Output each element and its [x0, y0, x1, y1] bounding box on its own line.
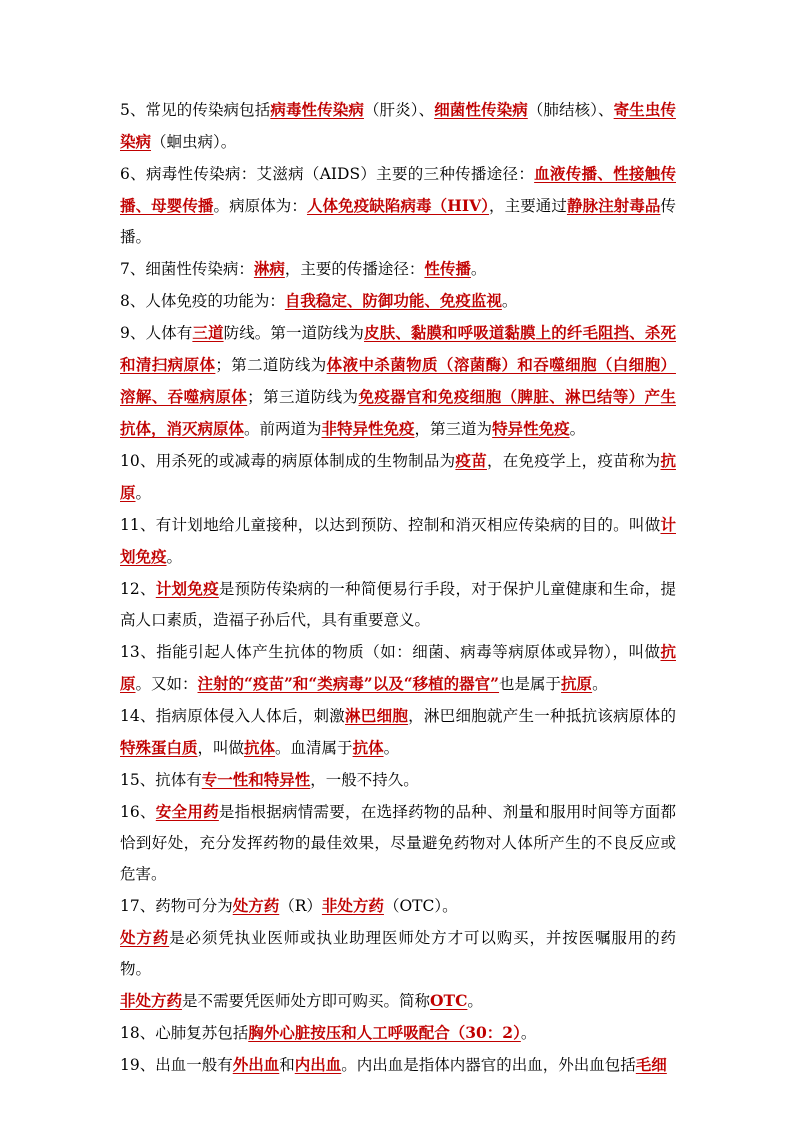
paragraph [120, 796, 676, 890]
paragraph [120, 764, 676, 796]
highlighted-answer: 淋巴细胞 [345, 706, 409, 725]
paragraph-text: 。又如： [135, 675, 198, 693]
highlighted-answer: 抗体 [352, 738, 384, 757]
highlighted-answer: 抗原 [561, 674, 593, 693]
paragraph-text: 17、药物可分为 [120, 897, 233, 915]
paragraph-text: 19、出血一般有 [120, 1056, 233, 1074]
paragraph-text: 11、有计划地给儿童接种，以达到预防、控制和消灭相应传染病的目的。叫做 [120, 516, 661, 534]
highlighted-answer: 体液中杀菌物质（溶菌酶）和吞噬细胞（白细胞）溶解、吞噬病原体 [120, 355, 676, 406]
highlighted-answer: 免疫器官和免疫细胞（脾脏、淋巴结等）产生抗体，消灭病原体 [120, 387, 676, 438]
highlighted-answer: 自我稳定、防御功能、免疫监视 [284, 291, 502, 310]
paragraph [120, 922, 676, 985]
highlighted-answer: 毛细 [635, 1055, 667, 1074]
paragraph [120, 253, 676, 285]
paragraph-text: 。前两道为 [244, 420, 322, 438]
paragraph [120, 285, 676, 317]
highlighted-answer: 外出血 [232, 1055, 280, 1074]
highlighted-answer: 专一性和特异性 [201, 770, 311, 789]
paragraph-text: 。 [520, 1024, 537, 1042]
highlighted-answer: 淋病 [253, 259, 285, 278]
paragraph-text: 。病原体为： [213, 197, 307, 215]
highlighted-answer: OTC [430, 991, 468, 1010]
paragraph-text: 。 [470, 260, 487, 278]
highlighted-answer: 处方药 [120, 928, 170, 947]
highlighted-answer: 特殊蛋白质 [120, 738, 198, 757]
highlighted-answer: 三道 [192, 323, 224, 342]
paragraph [120, 445, 676, 509]
paragraph [120, 890, 676, 922]
paragraph-text: ；第三道防线为 [247, 388, 359, 406]
paragraph-text: 5、常见的传染病包括 [120, 101, 271, 119]
highlighted-answer: 皮肤、黏膜和呼吸道黏膜上的纤毛阻挡、杀死和清扫病原体 [120, 323, 676, 374]
paragraph-text: 。内出血是指体内器官的出血，外出血包括 [341, 1056, 636, 1074]
paragraph [120, 985, 676, 1017]
paragraph-text: 。 [166, 548, 183, 566]
highlighted-answer: 计划免疫 [120, 515, 676, 566]
paragraph-text: 12、 [120, 580, 156, 598]
highlighted-answer: 胸外心脏按压和人工呼吸配合（30：2） [248, 1023, 521, 1042]
highlighted-answer: 抗体 [244, 738, 276, 757]
paragraph-text: 防线。第一道防线为 [223, 324, 365, 342]
highlighted-answer: 性传播 [424, 259, 471, 278]
paragraph [120, 94, 676, 158]
paragraph [120, 317, 676, 445]
paragraph-text: 9、人体有 [120, 324, 193, 342]
highlighted-answer: 抗原 [120, 642, 676, 693]
paragraph-text: 。 [467, 992, 483, 1010]
paragraph-text: （OTC）。 [383, 897, 458, 915]
paragraph-text: ，一般不持久。 [310, 771, 419, 789]
highlighted-answer: 计划免疫 [155, 579, 219, 598]
paragraph-text: ，主要通过 [489, 197, 567, 215]
paragraph-text: ，第三道为 [414, 420, 493, 438]
paragraph-text: 是预防传染病的一种简便易行手段，对于保护儿童健康和生命，提高人口素质，造福子孙后代，具有重要意义。 [120, 580, 676, 629]
paragraph-text: 是必须凭执业医师或执业助理医师处方才可以购买，并按医嘱服用的药物。 [120, 929, 676, 978]
paragraph-text: 16、 [120, 803, 156, 821]
highlighted-answer: 人体免疫缺陷病毒（HIV） [306, 196, 490, 215]
highlighted-answer: 处方药 [232, 896, 280, 915]
paragraph [120, 700, 676, 764]
paragraph-text: 是指根据病情需要，在选择药物的品种、剂量和服用时间等方面都恰到好处，充分发挥药物的最佳效果，尽量避免药物对人体所产生的不良反应或危害。 [120, 803, 676, 883]
paragraph-text: 。血清属于 [275, 739, 353, 757]
paragraph-text: ，主要的传播途径： [284, 260, 425, 278]
highlighted-answer: 病毒性传染病 [270, 100, 364, 119]
paragraph-text: （蛔虫病）。 [151, 133, 237, 151]
paragraph-text: 10、用杀死的或减毒的病原体制成的生物制品为 [120, 452, 456, 470]
highlighted-answer: 寄生虫传染病 [120, 100, 676, 151]
paragraph-text: （肝炎）、 [363, 101, 435, 119]
highlighted-answer: 安全用药 [155, 802, 219, 821]
paragraph-text: 8、人体免疫的功能为： [120, 292, 285, 310]
paragraph-text: 18、心肺复苏包括 [120, 1024, 249, 1042]
paragraph-text: 15、抗体有 [120, 771, 202, 789]
paragraph-text: 传播。 [120, 197, 676, 246]
paragraph-text: 14、指病原体侵入人体后，刺激 [120, 707, 346, 725]
paragraph-text: 和 [279, 1056, 295, 1074]
paragraph [120, 573, 676, 636]
paragraph-text: 7、细菌性传染病： [120, 260, 254, 278]
paragraph-text: ，在免疫学上，疫苗称为 [486, 452, 661, 470]
highlighted-answer: 疫苗 [455, 451, 487, 470]
paragraph-text: 是不需要凭医师处方即可购买。简称 [182, 992, 431, 1010]
paragraph [120, 1017, 676, 1049]
paragraph-text: 也是属于 [499, 675, 562, 693]
highlighted-answer: 内出血 [294, 1055, 342, 1074]
paragraph-text: （肺结核）、 [527, 101, 614, 119]
paragraph [120, 1049, 676, 1081]
highlighted-answer: 非特异性免疫 [321, 419, 415, 438]
highlighted-answer: 注射的“疫苗”和“类病毒”以及“移植的器官” [197, 674, 500, 693]
highlighted-answer: 特异性免疫 [492, 419, 570, 438]
paragraph-text: 。 [569, 420, 586, 438]
highlighted-answer: 静脉注射毒品 [566, 196, 661, 215]
paragraph [120, 158, 676, 253]
paragraph-text: 。 [592, 675, 608, 693]
paragraph-text: 。 [501, 292, 518, 310]
document-body [120, 94, 676, 1081]
highlighted-answer: 血液传播、性接触传播、母婴传播 [120, 164, 676, 215]
paragraph [120, 509, 676, 573]
paragraph-text: （R） [279, 897, 322, 915]
paragraph-text: 6、病毒性传染病：艾滋病（AIDS）主要的三种传播途径： [120, 165, 535, 183]
highlighted-answer: 细菌性传染病 [434, 100, 528, 119]
highlighted-answer: 抗原 [120, 451, 676, 502]
paragraph-text: ，叫做 [197, 739, 245, 757]
paragraph-text: 13、指能引起人体产生抗体的物质（如：细菌、病毒等病原体或异物），叫做 [120, 643, 661, 661]
paragraph-text: ；第二道防线为 [215, 356, 327, 374]
paragraph-text: 。 [135, 484, 152, 502]
paragraph-text: 。 [383, 739, 400, 757]
paragraph [120, 636, 676, 700]
paragraph-text: ，淋巴细胞就产生一种抵抗该病原体的 [408, 707, 676, 725]
highlighted-answer: 非处方药 [120, 991, 183, 1010]
highlighted-answer: 非处方药 [321, 896, 384, 915]
